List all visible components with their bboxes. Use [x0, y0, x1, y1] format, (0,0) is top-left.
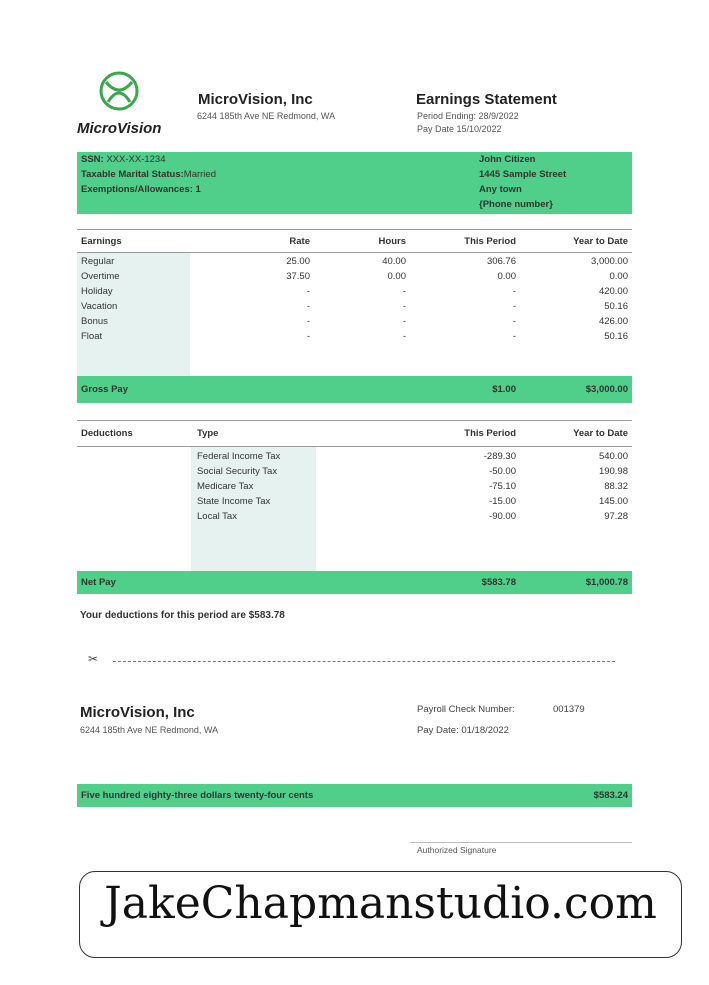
net-pay-band	[77, 571, 632, 594]
earnings-rate: 25.00	[286, 256, 310, 267]
earnings-rate: 37.50	[286, 271, 310, 282]
check-pay-date: Pay Date: 01/18/2022	[417, 725, 509, 736]
check-number-label: Payroll Check Number:	[417, 704, 515, 715]
gross-pay-band	[77, 376, 632, 403]
earnings-rate: -	[306, 331, 310, 342]
gross-pay-label: Gross Pay	[81, 384, 128, 395]
deduction-type: Social Security Tax	[197, 466, 278, 477]
deduction-type: State Income Tax	[197, 496, 271, 507]
earnings-hours: -	[402, 331, 406, 342]
earnings-ytd: 50.16	[604, 301, 628, 312]
earnings-this-period: -	[512, 331, 516, 342]
cut-line	[113, 661, 615, 662]
earnings-rate: -	[306, 316, 310, 327]
earnings-this-period: -	[512, 286, 516, 297]
deduction-row	[77, 494, 632, 509]
earnings-row	[77, 314, 632, 329]
earnings-hours: 0.00	[387, 271, 406, 282]
gross-pay-ytd: $3,000.00	[585, 384, 628, 395]
deduction-ytd: 97.28	[604, 511, 628, 522]
earnings-ytd: 3,000.00	[591, 256, 628, 267]
exemptions: Exemptions/Allowances: 1	[81, 184, 201, 195]
net-pay-period: $583.78	[481, 577, 516, 588]
employee-name: John Citizen	[479, 154, 536, 165]
employee-info-band	[77, 152, 632, 214]
deductions-header-type: Type	[197, 428, 219, 439]
earnings-type: Bonus	[81, 316, 108, 327]
employee-phone: {Phone number}	[479, 199, 553, 210]
earnings-rate: -	[306, 301, 310, 312]
deduction-this-period: -75.10	[489, 481, 516, 492]
earnings-table	[77, 229, 632, 404]
deduction-ytd: 88.32	[604, 481, 628, 492]
logo-wordmark: MicroVision	[77, 120, 162, 137]
earnings-this-period: 0.00	[497, 271, 516, 282]
earnings-row	[77, 284, 632, 299]
deduction-ytd: 145.00	[598, 496, 628, 507]
pay-date: Pay Date 15/10/2022	[417, 124, 502, 134]
deduction-row	[77, 464, 632, 479]
earnings-ytd: 420.00	[598, 286, 628, 297]
net-pay-ytd: $1,000.78	[585, 577, 628, 588]
earnings-hours: -	[402, 286, 406, 297]
earnings-header-ytd: Year to Date	[573, 236, 628, 247]
deduction-type: Federal Income Tax	[197, 451, 281, 462]
earnings-header-rate: Rate	[289, 236, 310, 247]
deduction-row	[77, 479, 632, 494]
earnings-ytd: 426.00	[598, 316, 628, 327]
deduction-row	[77, 509, 632, 524]
marital-value: Married	[183, 169, 216, 180]
earnings-this-period: -	[512, 301, 516, 312]
earnings-type: Holiday	[81, 286, 113, 297]
employee-street: 1445 Sample Street	[479, 169, 567, 180]
earnings-hours: -	[402, 316, 406, 327]
earnings-type: Float	[81, 331, 103, 342]
earnings-rate: -	[306, 286, 310, 297]
earnings-type: Overtime	[81, 271, 120, 282]
deduction-this-period: -289.30	[483, 451, 516, 462]
deduction-type: Local Tax	[197, 511, 237, 522]
earnings-ytd: 50.16	[604, 331, 628, 342]
scissors-icon: ✂	[88, 652, 99, 666]
earnings-row	[77, 269, 632, 284]
deduction-this-period: -50.00	[489, 466, 516, 477]
earnings-header-this-period: This Period	[464, 236, 516, 247]
gross-pay-period: $1.00	[492, 384, 516, 395]
earnings-row	[77, 329, 632, 344]
earnings-header-hours: Hours	[378, 236, 406, 247]
deductions-summary: Your deductions for this period are $583.78	[80, 610, 285, 621]
deductions-table	[77, 420, 632, 595]
signature-label: Authorized Signature	[417, 845, 497, 855]
check-number: 001379	[553, 704, 585, 715]
deduction-ytd: 540.00	[598, 451, 628, 462]
earnings-hours: -	[402, 301, 406, 312]
company-address: 6244 185th Ave NE Redmond, WA	[197, 111, 336, 121]
earnings-type: Regular	[81, 256, 115, 267]
period-ending: Period Ending: 28/9/2022	[417, 111, 519, 121]
earnings-ytd: 0.00	[609, 271, 628, 282]
net-pay-label: Net Pay	[81, 577, 116, 588]
deduction-type: Medicare Tax	[197, 481, 254, 492]
earnings-header-earnings: Earnings	[81, 236, 122, 247]
logo-icon	[96, 68, 142, 114]
employee-town: Any town	[479, 184, 522, 195]
earnings-hours: 40.00	[382, 256, 406, 267]
company-name: MicroVision, Inc	[198, 91, 313, 108]
amount-in-words: Five hundred eighty-three dollars twenty-four cents	[81, 790, 314, 801]
deductions-header-ytd: Year to Date	[573, 428, 628, 439]
deductions-header-this-period: This Period	[464, 428, 516, 439]
deduction-ytd: 190.98	[598, 466, 628, 477]
deduction-this-period: -90.00	[489, 511, 516, 522]
earnings-row	[77, 254, 632, 269]
deductions-header-deductions: Deductions	[81, 428, 133, 439]
deduction-this-period: -15.00	[489, 496, 516, 507]
ssn-value: XXX-XX-1234	[106, 154, 166, 165]
check-company-address: 6244 185th Ave NE Redmond, WA	[80, 725, 219, 735]
earnings-this-period: -	[512, 316, 516, 327]
ssn-label: SSN:	[81, 154, 104, 165]
watermark-text: JakeChapmanstudio.com	[104, 878, 657, 929]
signature-line	[410, 842, 632, 843]
earnings-this-period: 306.76	[486, 256, 516, 267]
earnings-type: Vacation	[81, 301, 118, 312]
check-company-name: MicroVision, Inc	[80, 704, 195, 721]
amount-band	[77, 784, 632, 807]
check-amount: $583.24	[593, 790, 628, 801]
deduction-row	[77, 449, 632, 464]
marital-label: Taxable Marital Status:	[81, 169, 184, 180]
earnings-row	[77, 299, 632, 314]
statement-title: Earnings Statement	[416, 91, 557, 108]
